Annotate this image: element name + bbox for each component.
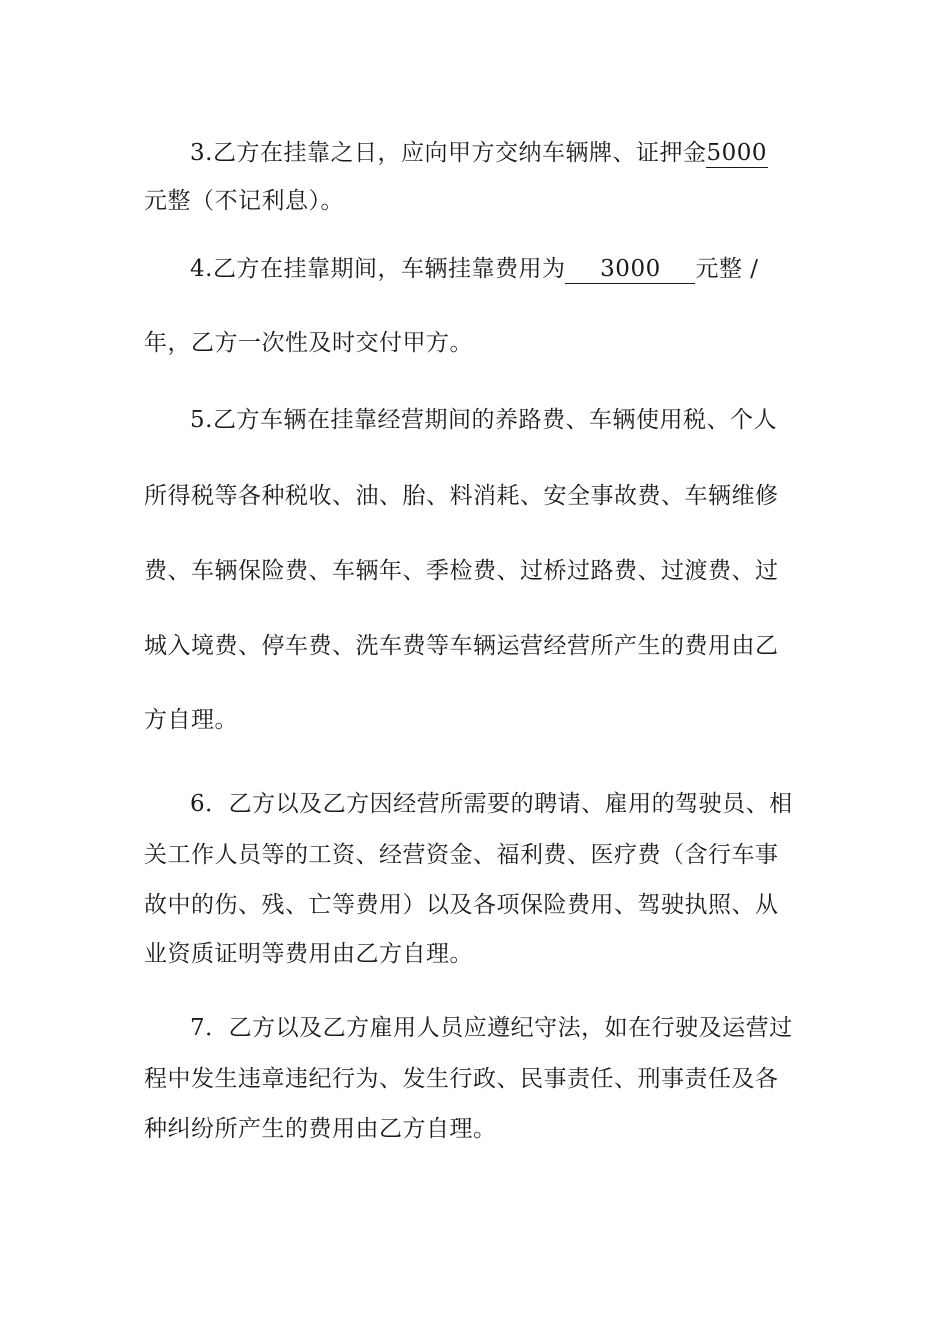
clause-6-line-2: 关工作人员等的工资、经营资金、福利费、医疗费（含行车事	[144, 842, 779, 868]
clause-3-line-2: 元整（不记利息）。	[144, 188, 344, 214]
clause-7-line-1: 7．乙方以及乙方雇用人员应遵纪守法，如在行驶及运营过	[190, 1015, 793, 1041]
clause-6-line-3: 故中的伤、残、亡等费用）以及各项保险费用、驾驶执照、从	[144, 892, 779, 918]
clause-5-line-1: 5.乙方车辆在挂靠经营期间的养路费、车辆使用税、个人	[190, 407, 777, 433]
clause-5-line-2: 所得税等各种税收、油、胎、料消耗、安全事故费、车辆维修	[144, 483, 779, 509]
clause-4-line-2: 年，乙方一次性及时交付甲方。	[144, 330, 473, 356]
deposit-amount: 5000	[706, 140, 767, 166]
clause-7-line-3: 种纠纷所产生的费用由乙方自理。	[144, 1116, 497, 1142]
clause-5-line-4: 城入境费、停车费、洗车费等车辆运营经营所产生的费用由乙	[144, 633, 779, 659]
clause-3-text: 3.乙方在挂靠之日，应向甲方交纳车辆牌、证押金	[190, 140, 707, 166]
clause-5-line-5: 方自理。	[144, 707, 238, 733]
clause-6-line-1: 6．乙方以及乙方因经营所需要的聘请、雇用的驾驶员、相	[190, 791, 793, 817]
clause-4-line-1	[190, 253, 759, 285]
clause-7-line-2: 程中发生违章违纪行为、发生行政、民事责任、刑事责任及各	[144, 1066, 779, 1092]
clause-3-line-1	[190, 137, 768, 169]
fee-amount: 3000	[565, 255, 695, 284]
clause-5-line-3: 费、车辆保险费、车辆年、季检费、过桥过路费、过渡费、过	[144, 558, 779, 584]
clause-4-text: 4.乙方在挂靠期间，车辆挂靠费用为	[190, 256, 566, 282]
clause-6-line-4: 业资质证明等费用由乙方自理。	[144, 941, 473, 967]
clause-4-unit: 元整 /	[695, 256, 759, 282]
